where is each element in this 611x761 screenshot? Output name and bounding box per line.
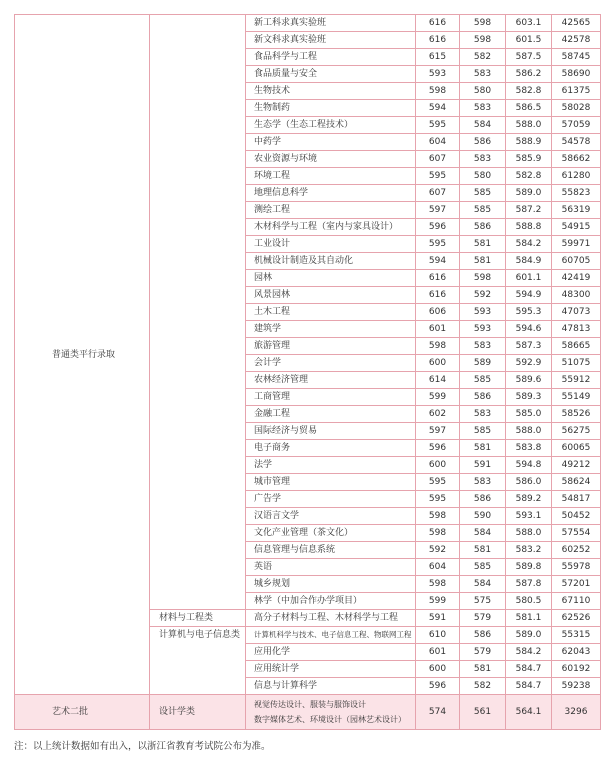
major-cell: 信息管理与信息系统 [246,542,416,559]
major-cell: 旅游管理 [246,338,416,355]
min-score-cell: 592 [460,287,506,304]
min-score-cell: 581 [460,253,506,270]
max-score-cell: 596 [416,678,460,695]
max-score-cell: 597 [416,202,460,219]
avg-score-cell: 586.0 [506,474,552,491]
avg-score-cell: 564.1 [506,695,552,730]
max-score-cell: 596 [416,440,460,457]
max-score-cell: 599 [416,389,460,406]
min-rank-cell: 60065 [552,440,601,457]
min-rank-cell: 56275 [552,423,601,440]
avg-score-cell: 582.8 [506,168,552,185]
min-rank-cell: 58690 [552,66,601,83]
avg-score-cell: 587.2 [506,202,552,219]
min-rank-cell: 42419 [552,270,601,287]
min-score-cell: 582 [460,678,506,695]
min-score-cell: 579 [460,610,506,627]
max-score-cell: 591 [416,610,460,627]
max-score-cell: 595 [416,117,460,134]
major-cell: 食品科学与工程 [246,49,416,66]
min-score-cell: 586 [460,627,506,644]
min-score-cell: 583 [460,100,506,117]
min-score-cell: 585 [460,372,506,389]
max-score-cell: 602 [416,406,460,423]
min-score-cell: 591 [460,457,506,474]
min-score-cell: 581 [460,542,506,559]
min-rank-cell: 49212 [552,457,601,474]
footnote: 注：以上统计数据如有出入，以浙江省教育考试院公布为准。 [14,741,271,752]
min-rank-cell: 51075 [552,355,601,372]
min-score-cell: 589 [460,355,506,372]
min-rank-cell: 61375 [552,83,601,100]
avg-score-cell: 589.8 [506,559,552,576]
min-rank-cell: 55912 [552,372,601,389]
major-cell: 农业资源与环境 [246,151,416,168]
min-score-cell: 579 [460,644,506,661]
min-score-cell: 581 [460,661,506,678]
max-score-cell: 600 [416,661,460,678]
min-rank-cell: 60252 [552,542,601,559]
major-cell: 法学 [246,457,416,474]
max-score-cell: 593 [416,66,460,83]
major-cell: 工业设计 [246,236,416,253]
max-score-cell: 607 [416,151,460,168]
major-cell: 环境工程 [246,168,416,185]
major-cell: 地理信息科学 [246,185,416,202]
min-rank-cell: 58028 [552,100,601,117]
major-cell: 园林 [246,270,416,287]
avg-score-cell: 595.3 [506,304,552,321]
avg-score-cell: 592.9 [506,355,552,372]
avg-score-cell: 589.0 [506,185,552,202]
avg-score-cell: 589.3 [506,389,552,406]
major-cell: 农林经济管理 [246,372,416,389]
major-cell: 国际经济与贸易 [246,423,416,440]
min-score-cell: 584 [460,525,506,542]
min-rank-cell: 67110 [552,593,601,610]
avg-score-cell: 589.0 [506,627,552,644]
major-cell: 计算机科学与技术、电子信息工程、物联网工程 [246,627,416,644]
avg-score-cell: 588.0 [506,525,552,542]
max-score-cell: 604 [416,559,460,576]
max-score-cell: 615 [416,49,460,66]
major-cell: 广告学 [246,491,416,508]
major-cell: 建筑学 [246,321,416,338]
min-score-cell: 583 [460,338,506,355]
major-cell: 木材科学与工程（室内与家具设计） [246,219,416,236]
min-score-cell: 586 [460,134,506,151]
avg-score-cell: 587.8 [506,576,552,593]
max-score-cell: 595 [416,491,460,508]
major-cell: 生态学（生态工程技术） [246,117,416,134]
avg-score-cell: 589.6 [506,372,552,389]
avg-score-cell: 583.2 [506,542,552,559]
min-rank-cell: 47813 [552,321,601,338]
max-score-cell: 597 [416,423,460,440]
major-cell: 信息与计算科学 [246,678,416,695]
avg-score-cell: 584.2 [506,236,552,253]
avg-score-cell: 594.6 [506,321,552,338]
min-rank-cell: 58665 [552,338,601,355]
min-rank-cell: 62043 [552,644,601,661]
avg-score-cell: 587.5 [506,49,552,66]
avg-score-cell: 588.0 [506,423,552,440]
min-score-cell: 593 [460,304,506,321]
major-cell: 测绘工程 [246,202,416,219]
min-rank-cell: 60705 [552,253,601,270]
avg-score-cell: 586.2 [506,66,552,83]
major-cell: 城市管理 [246,474,416,491]
min-score-cell: 585 [460,202,506,219]
min-rank-cell: 54817 [552,491,601,508]
major-cell: 食品质量与安全 [246,66,416,83]
max-score-cell: 616 [416,287,460,304]
min-rank-cell: 57059 [552,117,601,134]
min-score-cell: 585 [460,559,506,576]
min-score-cell: 561 [460,695,506,730]
avg-score-cell: 603.1 [506,15,552,32]
avg-score-cell: 588.9 [506,134,552,151]
avg-score-cell: 601.5 [506,32,552,49]
min-rank-cell: 55315 [552,627,601,644]
max-score-cell: 594 [416,253,460,270]
min-score-cell: 586 [460,389,506,406]
max-score-cell: 606 [416,304,460,321]
max-score-cell: 598 [416,525,460,542]
min-score-cell: 598 [460,32,506,49]
min-score-cell: 580 [460,168,506,185]
major-cell: 英语 [246,559,416,576]
max-score-cell: 601 [416,321,460,338]
max-score-cell: 595 [416,474,460,491]
min-rank-cell: 58526 [552,406,601,423]
major-cell: 林学（中加合作办学项目） [246,593,416,610]
admission-score-table [14,14,601,730]
min-rank-cell: 42578 [552,32,601,49]
min-rank-cell: 59971 [552,236,601,253]
max-score-cell: 599 [416,593,460,610]
min-score-cell: 598 [460,15,506,32]
major-cell: 生物制药 [246,100,416,117]
major-cell: 应用统计学 [246,661,416,678]
min-rank-cell: 47073 [552,304,601,321]
avg-score-cell: 584.2 [506,644,552,661]
max-score-cell: 614 [416,372,460,389]
min-score-cell: 581 [460,440,506,457]
avg-score-cell: 587.3 [506,338,552,355]
min-rank-cell: 55823 [552,185,601,202]
major-cell: 汉语言文学 [246,508,416,525]
min-rank-cell: 57554 [552,525,601,542]
max-score-cell: 610 [416,627,460,644]
min-rank-cell: 55978 [552,559,601,576]
max-score-cell: 592 [416,542,460,559]
avg-score-cell: 583.8 [506,440,552,457]
major-cell: 生物技术 [246,83,416,100]
avg-score-cell: 580.5 [506,593,552,610]
avg-score-cell: 585.0 [506,406,552,423]
major-cell: 土木工程 [246,304,416,321]
min-rank-cell: 42565 [552,15,601,32]
min-score-cell: 584 [460,117,506,134]
major-cell: 电子商务 [246,440,416,457]
avg-score-cell: 594.9 [506,287,552,304]
major-cell: 城乡规划 [246,576,416,593]
major-cell: 会计学 [246,355,416,372]
min-rank-cell: 60192 [552,661,601,678]
min-score-cell: 581 [460,236,506,253]
max-score-cell: 596 [416,219,460,236]
min-score-cell: 585 [460,185,506,202]
major-line: 视觉传达设计、服装与服饰设计 [254,700,366,709]
min-rank-cell: 58745 [552,49,601,66]
min-rank-cell: 58624 [552,474,601,491]
major-cell [246,695,416,730]
min-score-cell: 598 [460,270,506,287]
avg-score-cell: 588.0 [506,117,552,134]
min-rank-cell: 58662 [552,151,601,168]
min-rank-cell: 62526 [552,610,601,627]
batch-cell: 艺术二批 [15,695,150,730]
major-cell: 新文科求真实验班 [246,32,416,49]
min-score-cell: 593 [460,321,506,338]
avg-score-cell: 581.1 [506,610,552,627]
category-cell: 设计学类 [150,695,246,730]
min-score-cell: 585 [460,423,506,440]
max-score-cell: 595 [416,168,460,185]
avg-score-cell: 582.8 [506,83,552,100]
category-cell: 材料与工程类 [150,610,246,627]
max-score-cell: 600 [416,457,460,474]
avg-score-cell: 594.8 [506,457,552,474]
avg-score-cell: 586.5 [506,100,552,117]
max-score-cell: 601 [416,644,460,661]
min-rank-cell: 56319 [552,202,601,219]
avg-score-cell: 601.1 [506,270,552,287]
min-rank-cell: 54578 [552,134,601,151]
min-score-cell: 575 [460,593,506,610]
major-cell: 风景园林 [246,287,416,304]
min-rank-cell: 57201 [552,576,601,593]
avg-score-cell: 585.9 [506,151,552,168]
major-cell: 新工科求真实验班 [246,15,416,32]
max-score-cell: 616 [416,15,460,32]
max-score-cell: 598 [416,508,460,525]
avg-score-cell: 584.9 [506,253,552,270]
min-rank-cell: 54915 [552,219,601,236]
major-line: 数字媒体艺术、环境设计（园林艺术设计） [254,715,406,724]
avg-score-cell: 588.8 [506,219,552,236]
min-score-cell: 580 [460,83,506,100]
avg-score-cell: 584.7 [506,678,552,695]
max-score-cell: 594 [416,100,460,117]
max-score-cell: 607 [416,185,460,202]
max-score-cell: 616 [416,32,460,49]
min-score-cell: 583 [460,151,506,168]
major-cell: 金融工程 [246,406,416,423]
max-score-cell: 598 [416,83,460,100]
max-score-cell: 600 [416,355,460,372]
max-score-cell: 595 [416,236,460,253]
major-cell: 文化产业管理（茶文化） [246,525,416,542]
table-row [15,15,601,32]
major-cell: 工商管理 [246,389,416,406]
min-rank-cell: 50452 [552,508,601,525]
table-row-art [15,695,601,730]
avg-score-cell: 584.7 [506,661,552,678]
min-rank-cell: 3296 [552,695,601,730]
max-score-cell: 598 [416,338,460,355]
min-score-cell: 583 [460,474,506,491]
min-score-cell: 586 [460,219,506,236]
category-cell: 计算机与电子信息类 [150,627,246,695]
min-score-cell: 582 [460,49,506,66]
max-score-cell: 616 [416,270,460,287]
min-rank-cell: 59238 [552,678,601,695]
min-score-cell: 590 [460,508,506,525]
major-cell: 机械设计制造及其自动化 [246,253,416,270]
min-rank-cell: 55149 [552,389,601,406]
batch-cell: 普通类平行录取 [15,15,150,695]
max-score-cell: 604 [416,134,460,151]
major-cell: 中药学 [246,134,416,151]
min-score-cell: 584 [460,576,506,593]
min-score-cell: 586 [460,491,506,508]
min-score-cell: 583 [460,406,506,423]
min-rank-cell: 48300 [552,287,601,304]
min-rank-cell: 61280 [552,168,601,185]
max-score-cell: 574 [416,695,460,730]
major-cell: 高分子材料与工程、木材科学与工程 [246,610,416,627]
major-cell: 应用化学 [246,644,416,661]
min-score-cell: 583 [460,66,506,83]
category-cell [150,15,246,610]
avg-score-cell: 593.1 [506,508,552,525]
avg-score-cell: 589.2 [506,491,552,508]
max-score-cell: 598 [416,576,460,593]
